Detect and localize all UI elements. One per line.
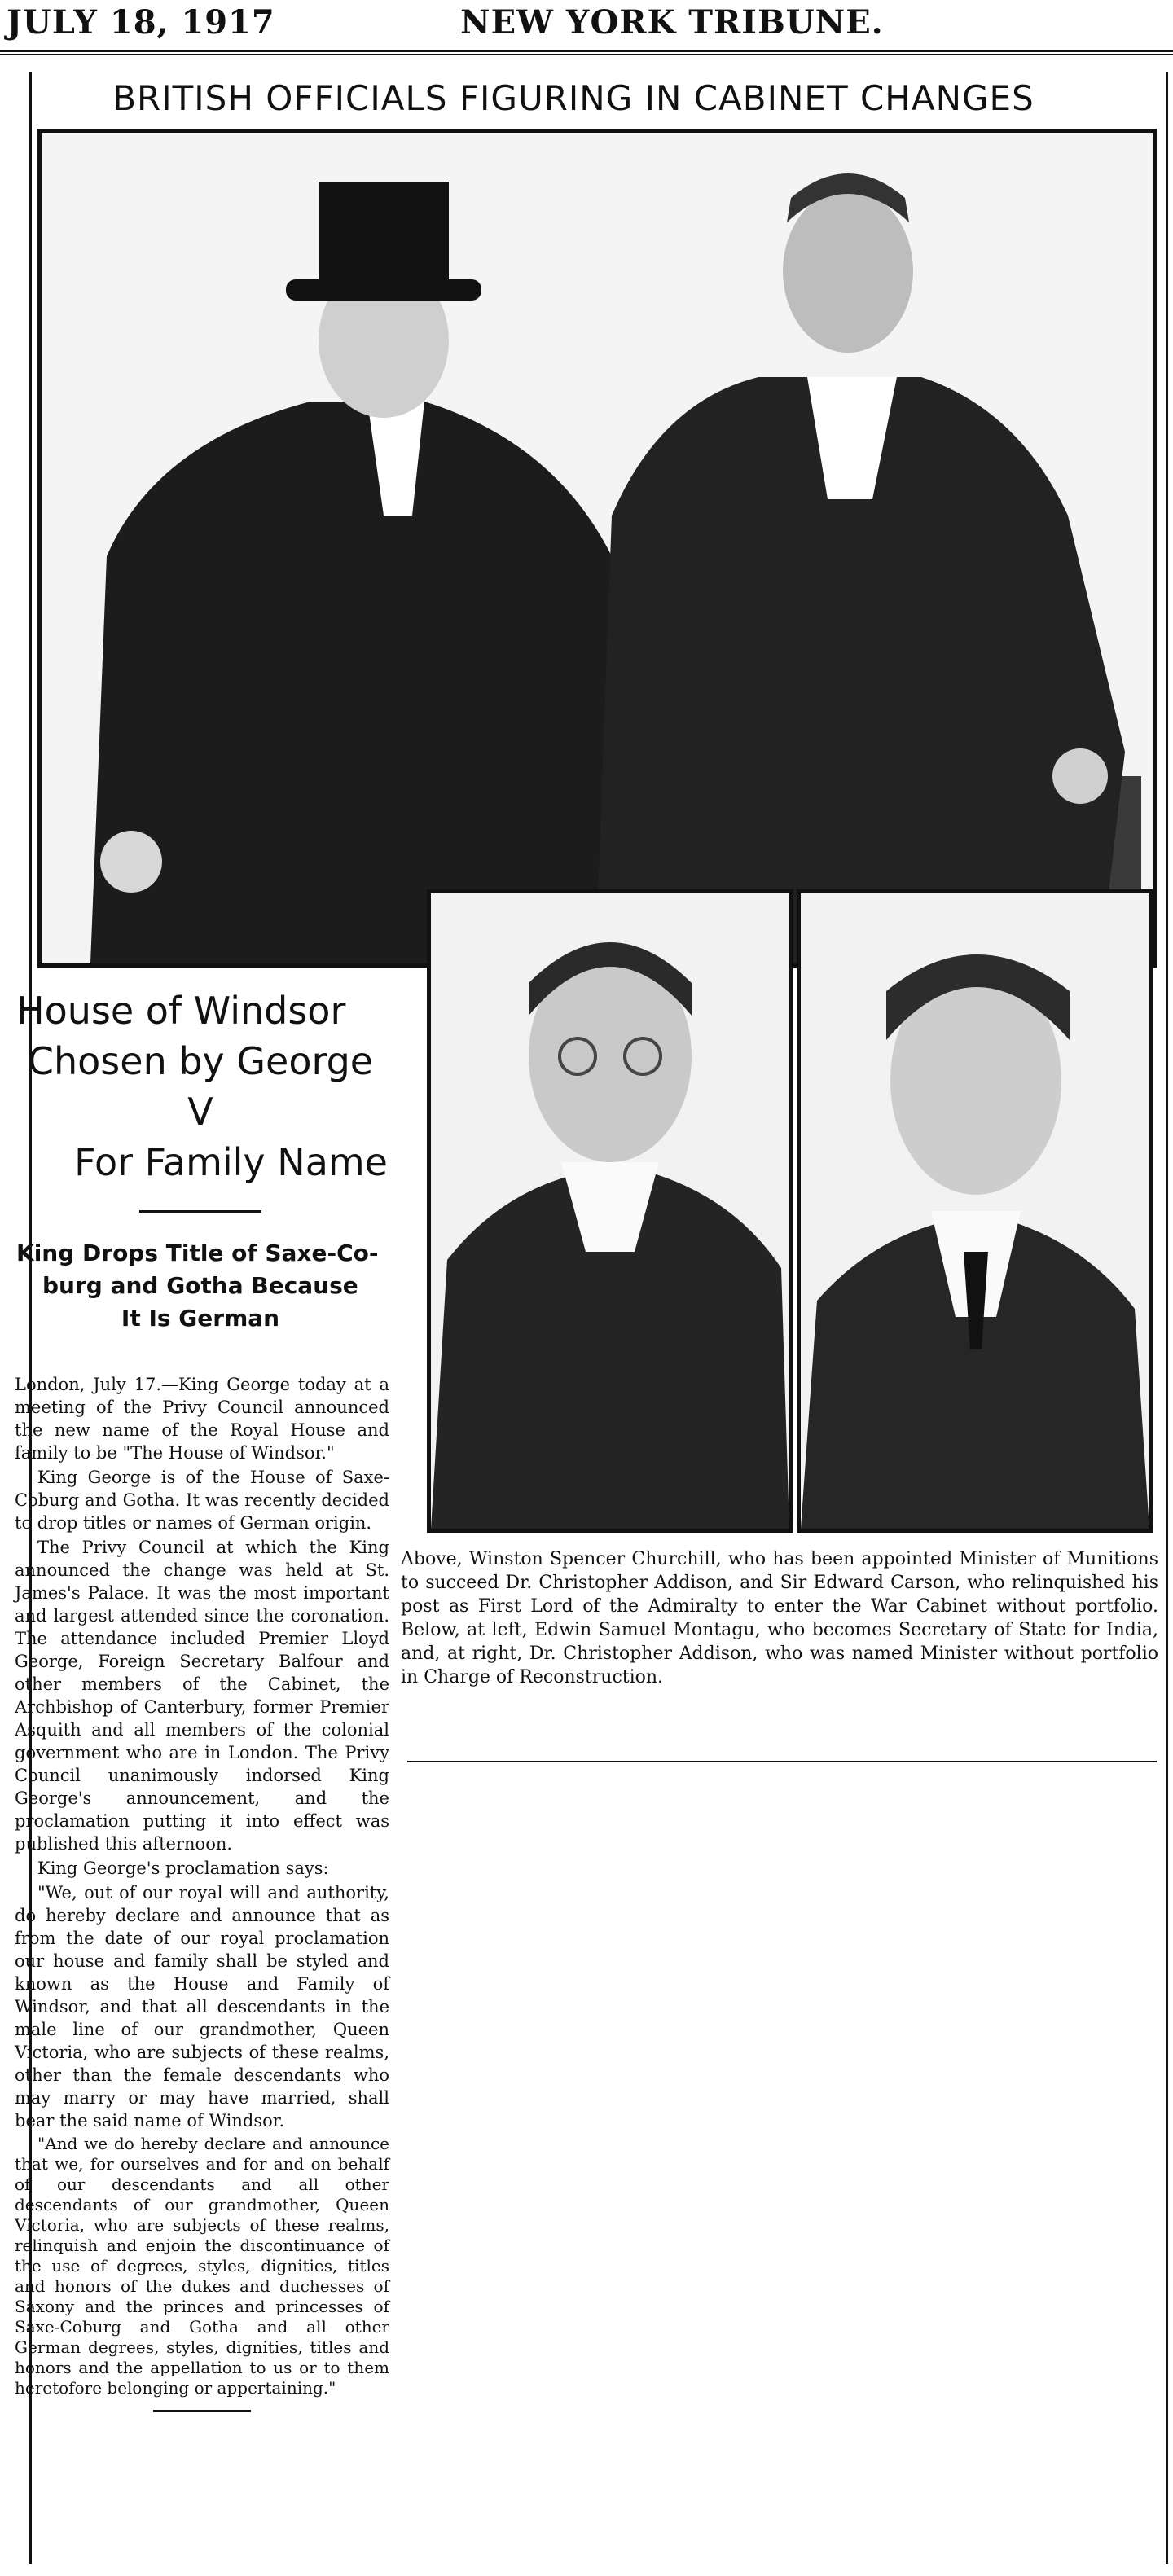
headline-line-3: For Family Name <box>74 1140 388 1184</box>
deck-line-3: It Is German <box>121 1305 280 1332</box>
headline-line-1: House of Windsor <box>16 989 346 1033</box>
photo-montagu <box>427 889 793 1533</box>
photo-addison-image <box>801 893 1149 1529</box>
headline-line-2: Chosen by George V <box>27 1039 374 1134</box>
masthead <box>0 0 1173 55</box>
photo-churchill-and-carson-image <box>42 133 1153 963</box>
caption-rule <box>407 1761 1157 1762</box>
masthead-date: JULY 18, 1917 <box>7 3 275 42</box>
photo-addison <box>797 889 1153 1533</box>
deck-line-2: burg and Gotha Because <box>42 1272 358 1299</box>
photo-caption: Above, Winston Spencer Churchill, who has been appointed Minister of Munitions to succeed Dr. Christopher Addison, and Sir Edward Carson, who relinquished his post as First Lord of the Admiralty to enter the War Cabinet without portfolio. Below, at left, Edwin Samuel Montagu, who becomes Secretary of State for India, and, at right, Dr. Christopher Addison, who was named Minister without portfolio in Charge of Reconstruction. <box>401 1549 1158 1687</box>
photo-churchill-and-carson <box>37 129 1157 968</box>
article-body <box>15 1373 389 2412</box>
photo-banner-headline: BRITISH OFFICIALS FIGURING IN CABINET CHANGES <box>112 78 1035 118</box>
photo-montagu-image <box>431 893 789 1529</box>
headline-divider <box>139 1210 261 1213</box>
article-headline-block <box>10 985 391 1335</box>
article-end-rule <box>153 2410 251 2412</box>
article-paragraph: "And we do hereby declare and announce that we, for ourselves and for and on behalf of our descendants and all other descendants of our grandmother, Queen Victoria, who are subjects of these realms, relinquish and enjoin the discontinuance of the use of degrees, styles, dignities, titles and honors of the dukes and duchesses of Saxony and the princes and princesses of Saxe-Coburg and Gotha and all other German degrees, styles, dignities, titles and honors and the appellation to us or to them heretofore belonging or appertaining." <box>15 2134 389 2398</box>
article-paragraph: "We, out of our royal will and authority, do hereby declare and announce that as from the date of our royal proclamation our house and family shall be styled and known as the House and Family of Windsor, and that all descendants in the male line of our grandmother, Queen Victoria, who are subjects of these realms, other than the female descendants who may marry or may have married, shall bear the said name of Windsor. <box>15 1883 389 2131</box>
deck-line-1: King Drops Title of Saxe-Co- <box>16 1240 379 1266</box>
article-paragraph: The Privy Council at which the King announced the change was held at St. James's Palace. It was the most important and largest attended since the coronation. The attendance included Premier Lloyd George, Foreign Secretary Balfour and other members of the Cabinet, the Archbishop of Canterbury, former Premier Asquith and all members of the colonial government who are in London. The Privy Council unanimously indorsed King George's announcement, and the proclamation putting it into effect was published this afternoon. <box>15 1538 389 1854</box>
article-paragraph: King George's proclamation says: <box>37 1858 329 1878</box>
article-paragraph: London, July 17.—King George today at a meeting of the Privy Council announced the new name of the Royal House and family to be "The House of Windsor." <box>15 1375 389 1463</box>
article-paragraph: King George is of the House of Saxe-Coburg and Gotha. It was recently decided to drop titles or names of German origin. <box>15 1468 389 1533</box>
masthead-paper-name: NEW YORK TRIBUNE. <box>460 3 884 42</box>
